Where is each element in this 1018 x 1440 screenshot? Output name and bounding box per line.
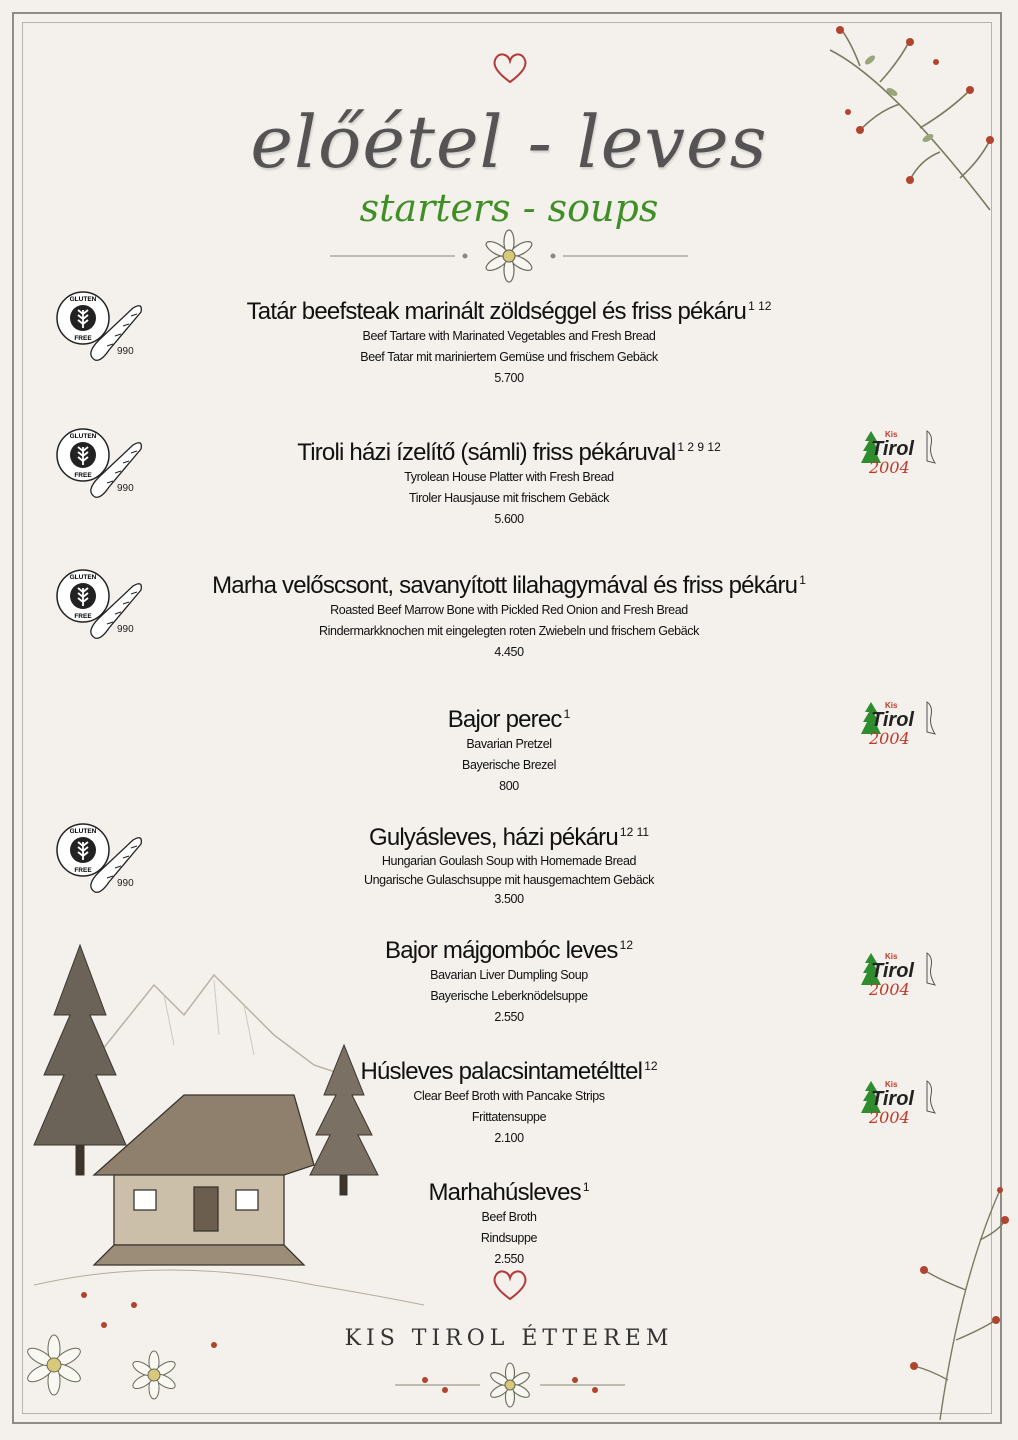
item-price: 4.450: [494, 645, 524, 659]
item-name: Gulyásleves, házi pékáru $^{12 11}$: [368, 824, 650, 851]
menu-item: [159, 566, 859, 663]
restaurant-name: KIS TIROL ÉTTEREM: [344, 1326, 674, 1351]
allergen-codes: 12 11: [619, 825, 650, 839]
page-title: előétel - leves: [250, 100, 768, 184]
allergen-codes: 1: [563, 707, 571, 721]
allergen-codes: 1 12: [748, 299, 772, 313]
svg-text:GLUTEN: GLUTEN: [69, 574, 97, 581]
menu-item: [159, 818, 859, 909]
svg-text:GLUTEN: GLUTEN: [69, 296, 97, 303]
kis-tirol-logo: [855, 945, 945, 1001]
svg-text:FREE: FREE: [74, 335, 92, 342]
heart-icon: [490, 50, 530, 86]
item-name: Bajor perec $^1$: [447, 706, 571, 733]
svg-text:GLUTEN: GLUTEN: [69, 433, 97, 440]
svg-text:Tirol: Tirol: [871, 1088, 914, 1110]
svg-text:2004: 2004: [869, 729, 910, 748]
svg-text:FREE: FREE: [74, 472, 92, 479]
item-name: Marhahúsleves $^1$: [428, 1179, 590, 1206]
gluten-free-price: 990: [117, 346, 134, 357]
svg-text:2004: 2004: [869, 1108, 910, 1127]
svg-text:Kis: Kis: [885, 430, 898, 439]
svg-text:FREE: FREE: [74, 867, 92, 874]
svg-text:2004: 2004: [869, 458, 910, 477]
svg-text:2004: 2004: [869, 980, 910, 999]
item-german: Ungarische Gulaschsuppe mit hausgemachtem Gebäck: [364, 873, 654, 887]
item-english: Beef Broth: [481, 1210, 537, 1224]
item-name: Bajor májgombóc leves $^{12}$: [384, 937, 633, 964]
svg-text:Tirol: Tirol: [871, 709, 914, 731]
item-english: Clear Beef Broth with Pancake Strips: [413, 1089, 605, 1103]
menu-item: [159, 931, 859, 1028]
item-price: 2.550: [494, 1010, 524, 1024]
menu-item: [159, 700, 859, 797]
pine-tree-icon: [34, 945, 126, 1175]
svg-text:FREE: FREE: [74, 613, 92, 620]
svg-text:GLUTEN: GLUTEN: [69, 828, 97, 835]
item-german: Frittatensuppe: [471, 1110, 547, 1124]
item-english: Bavarian Liver Dumpling Soup: [430, 968, 588, 982]
item-price: 5.700: [494, 371, 524, 385]
svg-text:Kis: Kis: [885, 952, 898, 961]
allergen-codes: 1 2 9 12: [677, 440, 721, 454]
item-name: Húsleves palacsintametélttel $^{12}$: [360, 1058, 658, 1085]
gluten-free-badge: [55, 820, 145, 900]
item-name: Marha velőscsont, savanyított lilahagymával és friss pékáru $^1$: [212, 572, 806, 599]
svg-text:Tirol: Tirol: [871, 960, 914, 982]
kis-tirol-logo: [855, 423, 945, 479]
allergen-codes: 1: [582, 1180, 590, 1194]
item-price: 3.500: [494, 892, 524, 906]
gluten-free-badge: [55, 566, 145, 646]
allergen-codes: 1: [799, 573, 806, 587]
svg-text:Kis: Kis: [885, 701, 898, 710]
svg-text:Kis: Kis: [885, 1080, 898, 1089]
menu-item: [159, 433, 859, 530]
edelweiss-icon: [330, 226, 688, 286]
gluten-free-price: 990: [117, 878, 134, 889]
item-price: 800: [499, 779, 519, 793]
menu-item: [159, 1052, 859, 1149]
kis-tirol-logo: [855, 694, 945, 750]
item-german: Beef Tatar mit mariniertem Gemüse und frischem Gebäck: [360, 350, 658, 364]
item-english: Beef Tartare with Marinated Vegetables and Fresh Bread: [362, 329, 656, 343]
item-german: Bayerische Leberknödelsuppe: [430, 989, 588, 1003]
edelweiss-icon: [385, 1360, 635, 1410]
item-german: Bayerische Brezel: [462, 758, 556, 772]
item-english: Hungarian Goulash Soup with Homemade Bread: [381, 854, 637, 868]
item-german: Tiroler Hausjause mit frischem Gebäck: [408, 491, 610, 505]
item-name: Tatár beefsteak marinált zöldséggel és friss pékáru $^{1 12}$: [246, 298, 772, 325]
edelweiss-icon: [131, 1351, 178, 1399]
item-german: Rindermarkknochen mit eingelegten roten Zwiebeln und frischem Gebäck: [319, 624, 699, 638]
item-price: 2.550: [494, 1252, 524, 1266]
item-english: Tyrolean House Platter with Fresh Bread: [404, 470, 614, 484]
menu-item: [159, 292, 859, 389]
page-subtitle: starters - soups: [359, 186, 659, 230]
heart-icon: [490, 1267, 530, 1303]
item-english: Roasted Beef Marrow Bone with Pickled Red Onion and Fresh Bread: [330, 603, 688, 617]
gluten-free-badge: [55, 425, 145, 505]
gluten-free-price: 990: [117, 624, 134, 635]
item-price: 2.100: [494, 1131, 524, 1145]
flower-branch-icon: [900, 1180, 1010, 1430]
kis-tirol-logo: [855, 1073, 945, 1129]
allergen-codes: 12: [644, 1059, 658, 1073]
allergen-codes: 12: [619, 938, 633, 952]
item-name: Tiroli házi ízelítő (sámli) friss pékáruval $^{1 2 9 12}$: [297, 439, 721, 466]
item-english: Bavarian Pretzel: [466, 737, 552, 751]
item-german: Rindsuppe: [480, 1231, 538, 1245]
svg-text:Tirol: Tirol: [871, 438, 914, 460]
gluten-free-badge: [55, 288, 145, 368]
item-price: 5.600: [494, 512, 524, 526]
gluten-free-price: 990: [117, 483, 134, 494]
menu-item: [159, 1173, 859, 1270]
